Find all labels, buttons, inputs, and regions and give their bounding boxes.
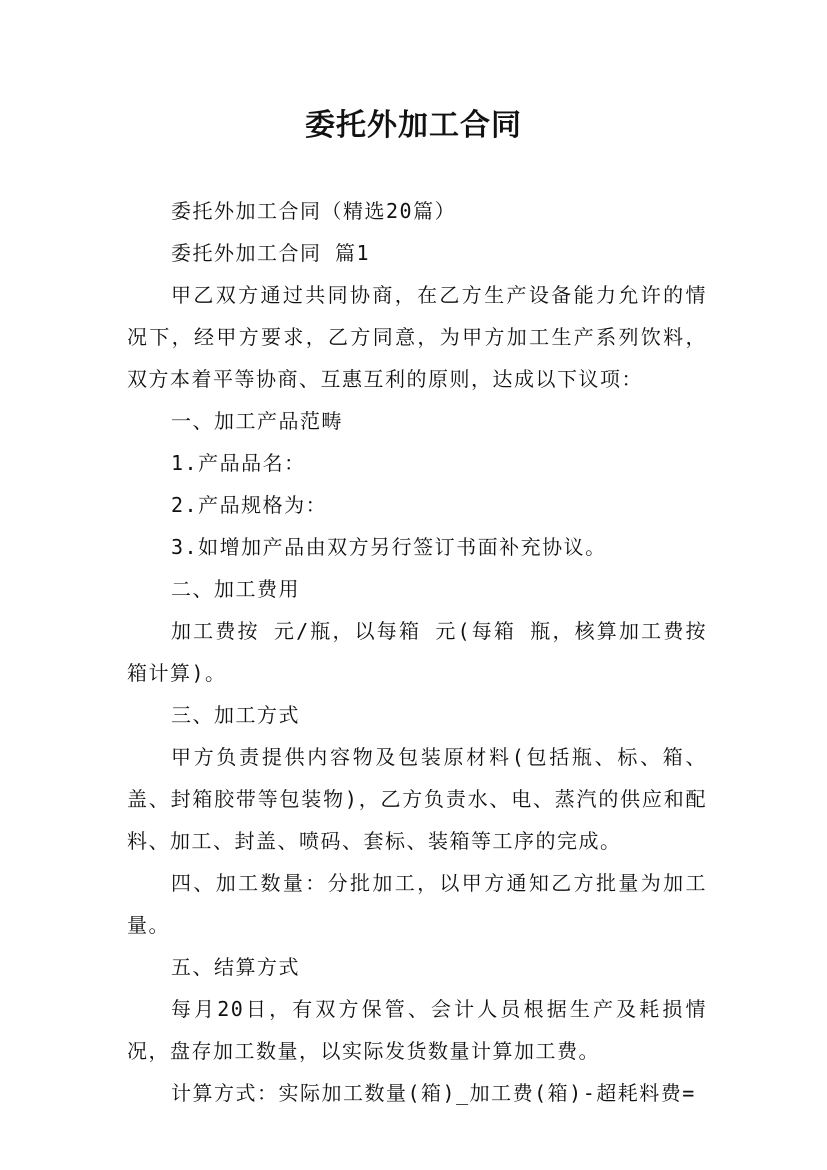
- paragraph-item: 3.如增加产品由双方另行签订书面补充协议。: [171, 535, 607, 559]
- paragraph-item: 1.产品品名：: [171, 451, 306, 475]
- paragraph-subtitle: 委托外加工合同（精选20篇）: [171, 199, 457, 223]
- paragraph-settlement: 每月20日，有双方保管、会计人员根据生产及耗损情况，盘存加工数量，以实际发货数量计算加工费。: [127, 997, 707, 1063]
- document-title: 委托外加工合同: [305, 108, 522, 143]
- paragraph-formula: 计算方式：实际加工数量(箱)_加工费(箱)-超耗料费=: [171, 1081, 696, 1105]
- paragraph-intro: 甲乙双方通过共同协商，在乙方生产设备能力允许的情况下，经甲方要求，乙方同意，为甲方加工生产系列饮料，双方本着平等协商、互惠互利的原则，达成以下议项：: [127, 283, 707, 391]
- paragraph-fee: 加工费按 元/瓶，以每箱 元(每箱 瓶，核算加工费按箱计算)。: [127, 619, 707, 685]
- section-heading-5: 五、结算方式: [171, 955, 300, 979]
- paragraph-method: 甲方负责提供内容物及包装原材料(包括瓶、标、箱、盖、封箱胶带等包装物)，乙方负责水、电、蒸汽的供应和配料、加工、封盖、喷码、套标、装箱等工序的完成。: [127, 745, 707, 853]
- paragraph-article-heading: 委托外加工合同 篇1: [171, 241, 371, 265]
- section-heading-3: 三、加工方式: [171, 703, 300, 727]
- paragraph-item: 2.产品规格为：: [171, 493, 328, 517]
- paragraph-quantity: 四、加工数量：分批加工，以甲方通知乙方批量为加工量。: [127, 871, 707, 937]
- document-body: [127, 190, 707, 1114]
- section-heading-2: 二、加工费用: [171, 577, 300, 601]
- section-heading-1: 一、加工产品范畴: [171, 409, 343, 433]
